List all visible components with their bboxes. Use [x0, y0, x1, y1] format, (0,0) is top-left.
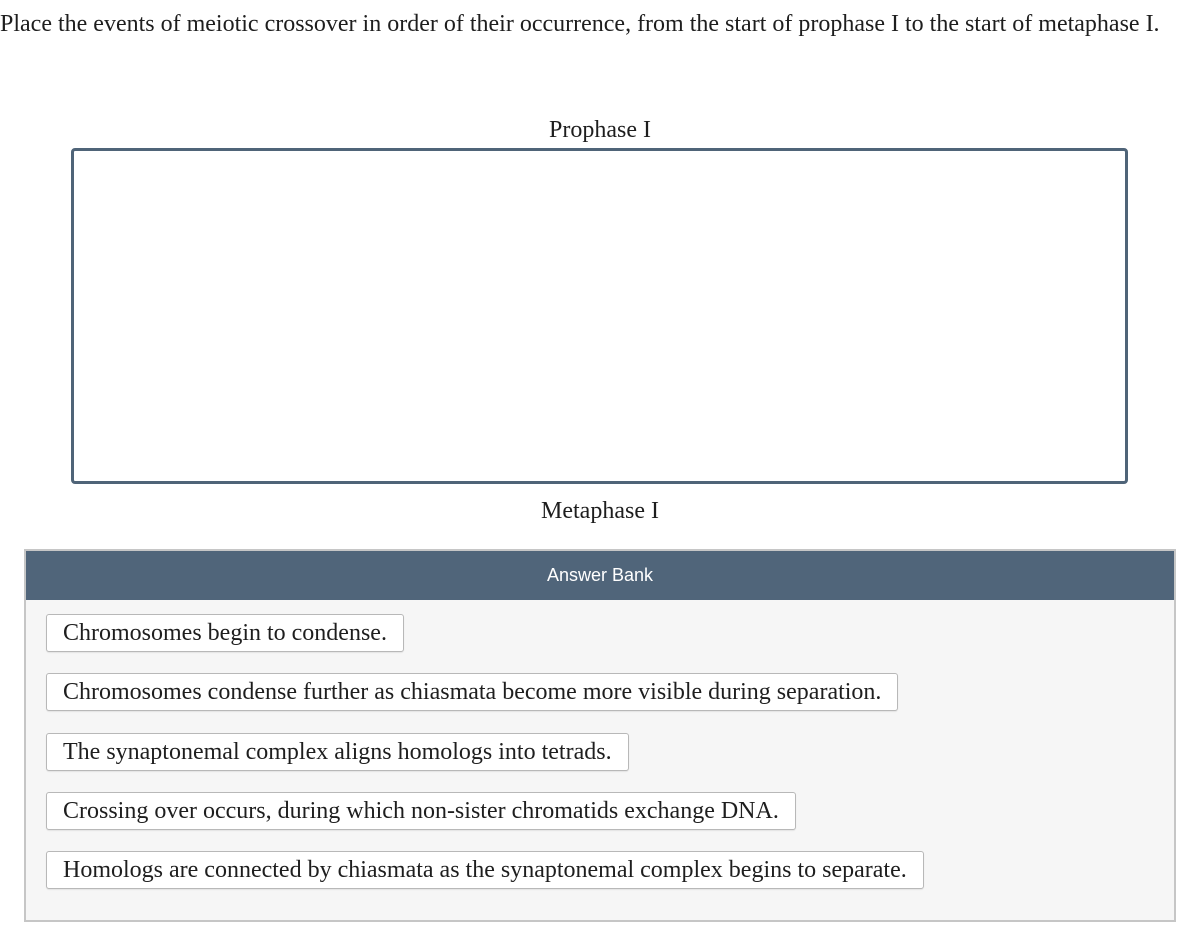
answer-bank-header: Answer Bank — [26, 551, 1174, 600]
answer-tile[interactable]: Crossing over occurs, during which non-sister chromatids exchange DNA. — [46, 792, 796, 830]
question-prompt: Place the events of meiotic crossover in order of their occurrence, from the start of prophase I to the start of metaphase I. — [0, 11, 1160, 37]
answer-tile[interactable]: The synaptonemal complex aligns homologs into tetrads. — [46, 733, 629, 771]
ordering-top-label: Prophase I — [549, 117, 651, 143]
answer-tile[interactable]: Chromosomes begin to condense. — [46, 614, 404, 652]
answer-tile[interactable]: Chromosomes condense further as chiasmata become more visible during separation. — [46, 673, 898, 711]
ordering-bottom-label: Metaphase I — [541, 498, 659, 524]
answer-bank — [24, 549, 1176, 922]
answer-tile[interactable]: Homologs are connected by chiasmata as the synaptonemal complex begins to separate. — [46, 851, 924, 889]
ordering-drop-zone[interactable] — [71, 148, 1128, 484]
